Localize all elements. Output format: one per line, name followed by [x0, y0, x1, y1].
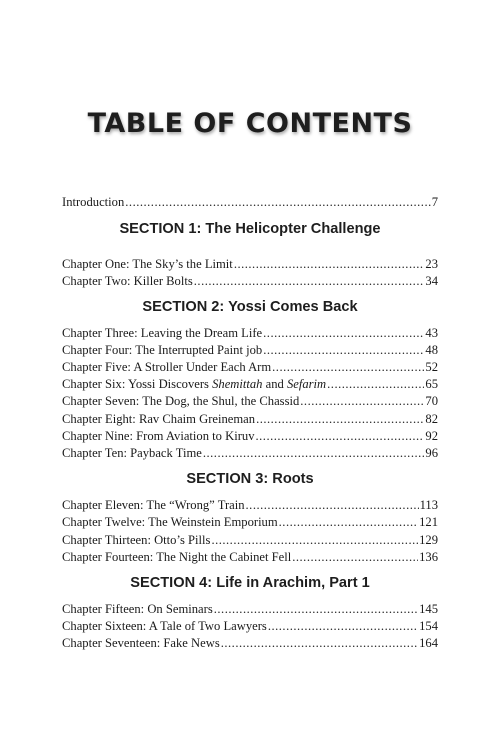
entry-page: 23	[425, 257, 438, 272]
entry-label: Chapter Seventeen: Fake News	[62, 636, 220, 651]
dot-leader	[279, 514, 418, 531]
entry-label: Introduction	[62, 195, 125, 209]
entry-page: 52	[425, 360, 438, 375]
dot-leader	[300, 393, 424, 410]
toc-entry-chapter	[62, 393, 438, 410]
section-heading-2: SECTION 2: Yossi Comes Back	[142, 298, 358, 315]
entry-page: 164	[419, 636, 438, 651]
toc-entry-chapter	[62, 359, 438, 376]
toc-entry-chapter	[62, 428, 438, 445]
entry-page: 82	[425, 411, 438, 426]
toc-entry-introduction	[62, 194, 438, 211]
dot-leader	[214, 601, 418, 618]
entry-label: Chapter Eight: Rav Chaim Greineman	[62, 411, 256, 426]
entry-page: 70	[425, 394, 438, 409]
entry-page: 154	[419, 619, 438, 634]
entry-label	[62, 376, 326, 393]
entry-page: 129	[419, 532, 438, 547]
toc-entry-chapter	[62, 445, 438, 462]
dot-leader	[256, 428, 425, 445]
entry-label: Chapter Thirteen: Otto’s Pills	[62, 532, 211, 547]
dot-leader	[246, 497, 419, 514]
entry-label-italic: Shemittah	[212, 377, 263, 392]
dot-leader	[327, 376, 424, 393]
toc-entry-chapter	[62, 618, 438, 635]
dot-leader	[203, 445, 425, 462]
dot-leader	[125, 194, 430, 211]
dot-leader	[221, 635, 418, 652]
page-title: TABLE OF CONTENTS	[87, 108, 413, 139]
entry-page: 7	[431, 195, 438, 209]
entry-label: Chapter Ten: Payback Time	[62, 446, 202, 461]
toc-entry-chapter	[62, 256, 438, 273]
dot-leader	[194, 273, 425, 290]
entry-label: Chapter Fifteen: On Seminars	[62, 602, 213, 617]
section-heading-4: SECTION 4: Life in Arachim, Part 1	[130, 575, 370, 592]
toc-entry-chapter	[62, 532, 438, 549]
entry-page: 65	[425, 377, 438, 392]
entry-page: 48	[425, 342, 438, 357]
entry-label: Chapter Twelve: The Weinstein Emporium	[62, 515, 278, 530]
entry-label-italic: Sefarim	[286, 377, 327, 392]
entry-label: Chapter Fourteen: The Night the Cabinet Fell	[62, 549, 292, 564]
entry-label: Chapter Four: The Interrupted Paint job	[62, 342, 263, 357]
entry-label: Chapter Five: A Stroller Under Each Arm	[62, 360, 272, 375]
dot-leader	[256, 411, 424, 428]
toc-entry-chapter	[62, 601, 438, 618]
entry-label: Chapter Two: Killer Bolts	[62, 274, 193, 289]
entry-page: 136	[419, 549, 438, 564]
dot-leader	[268, 618, 418, 635]
entry-page: 145	[419, 602, 438, 617]
table-of-contents	[62, 194, 438, 653]
toc-entry-chapter	[62, 342, 438, 359]
entry-label: Chapter Eleven: The “Wrong” Train	[62, 498, 245, 513]
entry-label: Chapter One: The Sky’s the Limit	[62, 257, 233, 272]
entry-page: 34	[425, 274, 438, 289]
entry-label-text: Chapter Six: Yossi Discovers	[62, 377, 213, 392]
toc-entry-chapter	[62, 325, 438, 342]
toc-entry-chapter	[62, 635, 438, 652]
entry-page: 121	[419, 515, 438, 530]
entry-label: Chapter Nine: From Aviation to Kiruv	[62, 428, 255, 443]
entry-label: Chapter Seven: The Dog, the Shul, the Chassid	[62, 394, 300, 409]
toc-entry-chapter	[62, 273, 438, 290]
entry-label: Chapter Sixteen: A Tale of Two Lawyers	[62, 619, 267, 634]
entry-page: 92	[425, 428, 438, 443]
entry-label: Chapter Three: Leaving the Dream Life	[62, 325, 263, 340]
toc-entry-chapter	[62, 497, 438, 514]
section-heading-3: SECTION 3: Roots	[186, 471, 314, 488]
toc-entry-chapter	[62, 514, 438, 531]
dot-leader	[272, 359, 424, 376]
toc-entry-chapter	[62, 376, 438, 393]
toc-entry-chapter	[62, 549, 438, 566]
section-heading-1: SECTION 1: The Helicopter Challenge	[119, 221, 381, 238]
dot-leader	[211, 532, 418, 549]
toc-entry-chapter	[62, 411, 438, 428]
dot-leader	[263, 325, 424, 342]
dot-leader	[263, 342, 424, 359]
dot-leader	[234, 256, 425, 273]
dot-leader	[292, 549, 418, 566]
entry-label-text: and	[262, 377, 287, 392]
entry-page: 43	[425, 325, 438, 340]
entry-page: 96	[425, 446, 438, 461]
entry-page: 113	[419, 498, 438, 513]
